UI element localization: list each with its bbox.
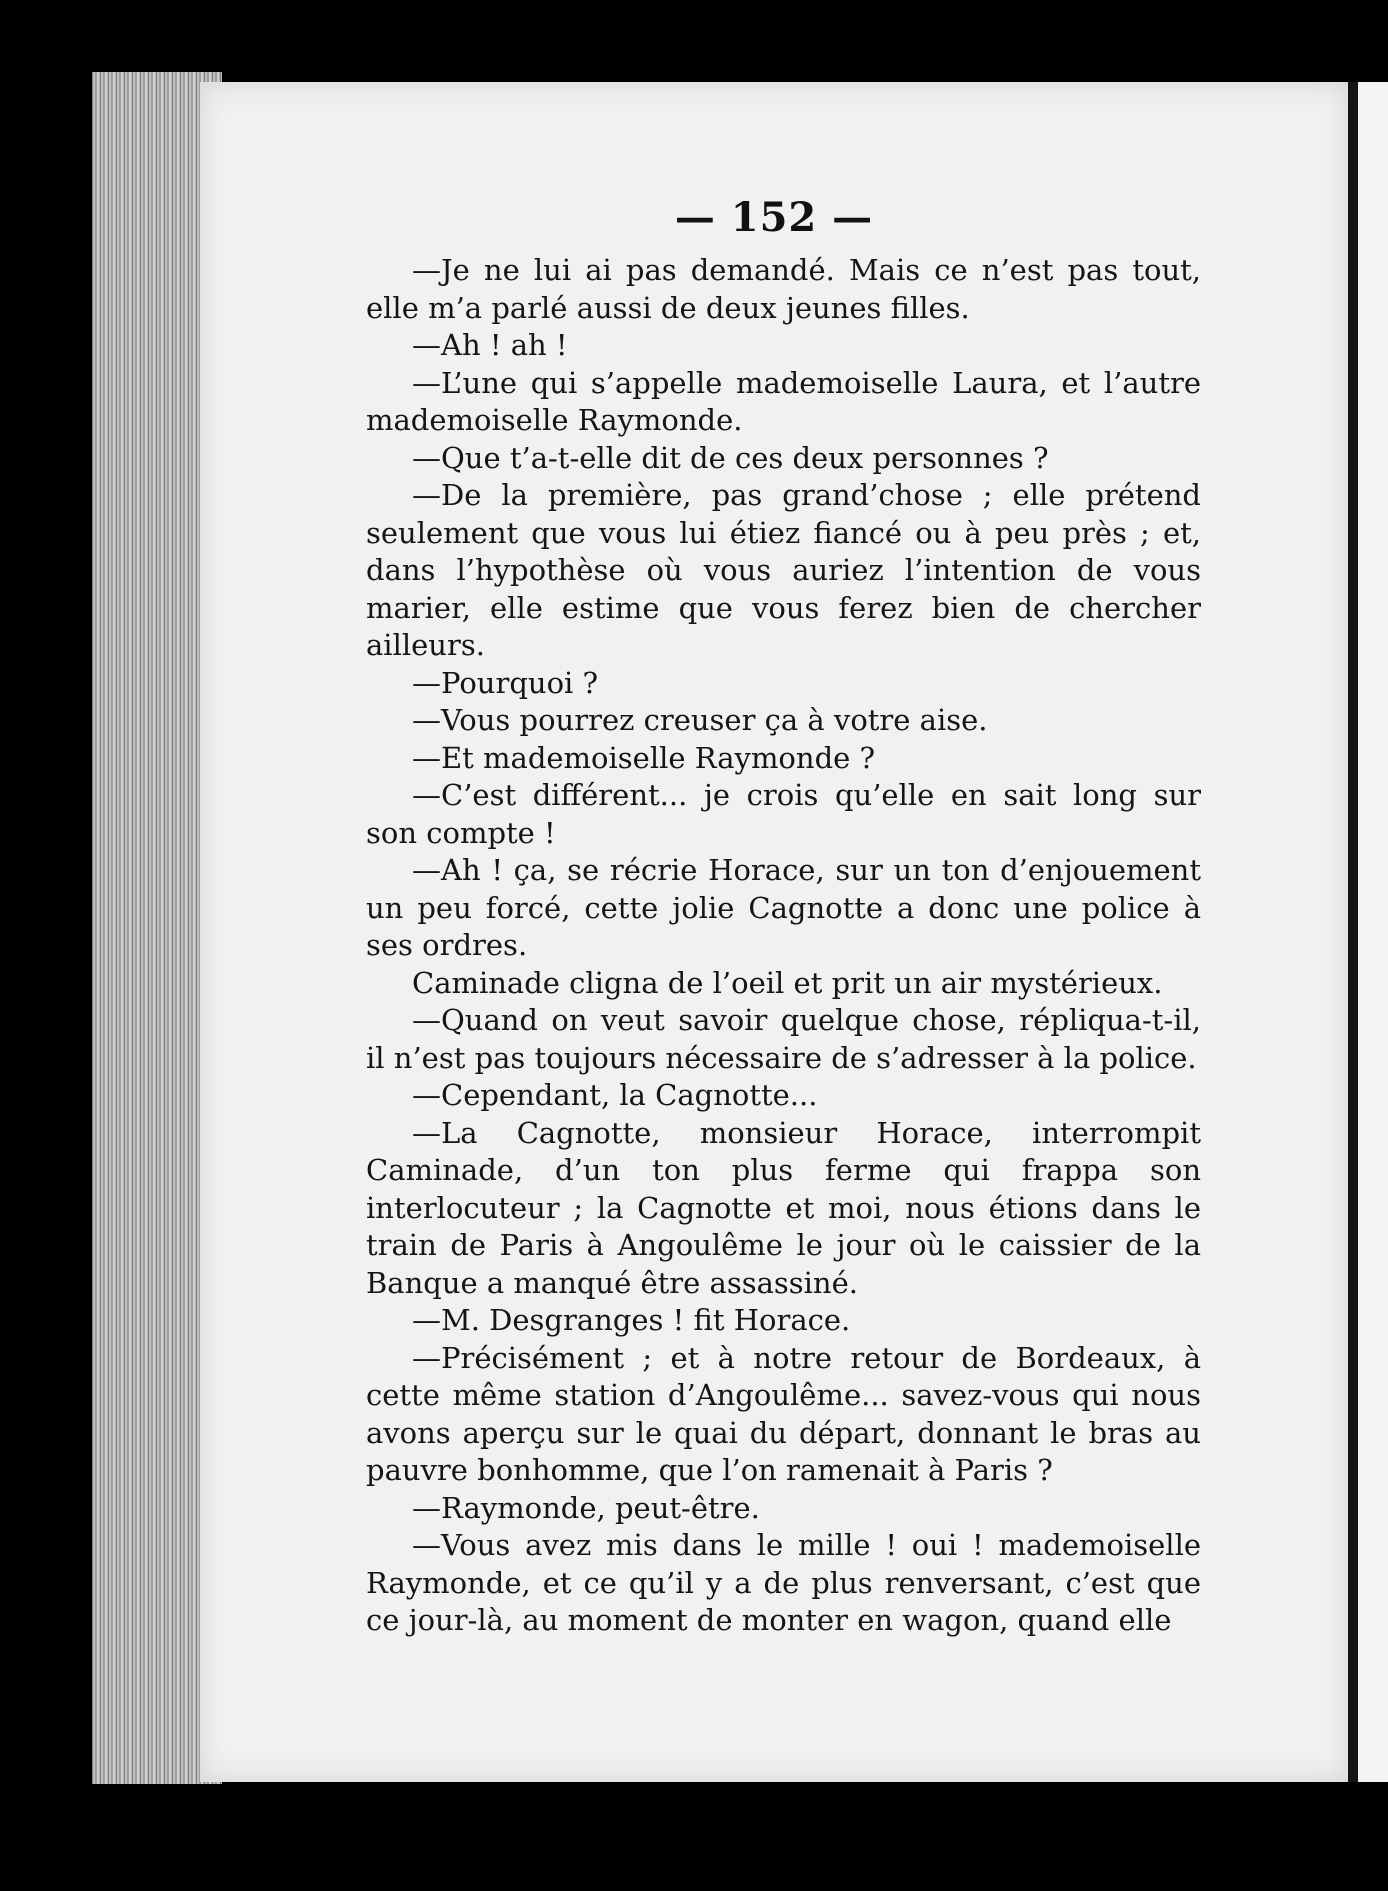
paragraph: —M. Desgranges ! fit Horace. <box>412 1303 851 1337</box>
paragraph: —Et mademoiselle Raymonde ? <box>412 740 876 775</box>
page-gutter-shadow <box>1348 82 1358 1782</box>
page-number: — 152 — <box>674 194 874 241</box>
paragraph: —Cependant, la Cagnotte... <box>412 1078 818 1112</box>
paragraph: —Précisément ; et à notre retour de Bordeaux, à cette même station d’Angoulême... savez-vous qui nous avons aperçu sur le quai du départ, donnant le bras au pauvre bonhomme, que l’on ramenait à Paris ? <box>366 1340 1201 1487</box>
paragraph: —L’une qui s’appelle mademoiselle Laura, et l’autre mademoiselle Raymonde. <box>366 365 1201 437</box>
paragraph: —Raymonde, peut-être. <box>412 1490 760 1525</box>
paragraph: —Pourquoi ? <box>412 665 599 700</box>
paragraph: Caminade cligna de l’oeil et prit un air mystérieux. <box>412 965 1163 1000</box>
paragraph: —Ah ! ça, se récrie Horace, sur un ton d’enjouement un peu forcé, cette jolie Cagnotte a donc une police à ses ordres. <box>366 853 1201 962</box>
book-page <box>200 82 1348 1782</box>
paragraph: —Je ne lui ai pas demandé. Mais ce n’est pas tout, elle m’a parlé aussi de deux jeunes filles. <box>366 253 1201 325</box>
paragraph: —La Cagnotte, monsieur Horace, interrompit Caminade, d’un ton plus ferme qui frappa son interlocuteur ; la Cagnotte et moi, nous étions dans le train de Paris à Angoulême le jour où le caissier de la Banque a manqué être assassiné. <box>366 1115 1201 1300</box>
paragraph: —Ah ! ah ! <box>412 328 568 362</box>
paragraph: —Vous avez mis dans le mille ! oui ! mademoiselle Raymonde, et ce qu’il y a de plus renversant, c’est que ce jour-là, au moment de monter en wagon, quand elle <box>366 1528 1201 1637</box>
paragraph: —De la première, pas grand’chose ; elle prétend seulement que vous lui étiez fiancé ou à peu près ; et, dans l’hypothèse où vous auriez l’intention de vous marier, elle estime que vous ferez bien de chercher ailleurs. <box>366 478 1201 662</box>
paragraph: —Quand on veut savoir quelque chose, répliqua-t-il, il n’est pas toujours nécessaire de s’adresser à la police. <box>366 1003 1201 1075</box>
page-text <box>366 252 1201 1640</box>
adjacent-page-edge <box>1358 82 1388 1782</box>
paragraph: —Que t’a-t-elle dit de ces deux personnes ? <box>412 440 1049 475</box>
paragraph: —Vous pourrez creuser ça à votre aise. <box>412 703 988 737</box>
paragraph: —C’est différent... je crois qu’elle en sait long sur son compte ! <box>366 778 1201 850</box>
